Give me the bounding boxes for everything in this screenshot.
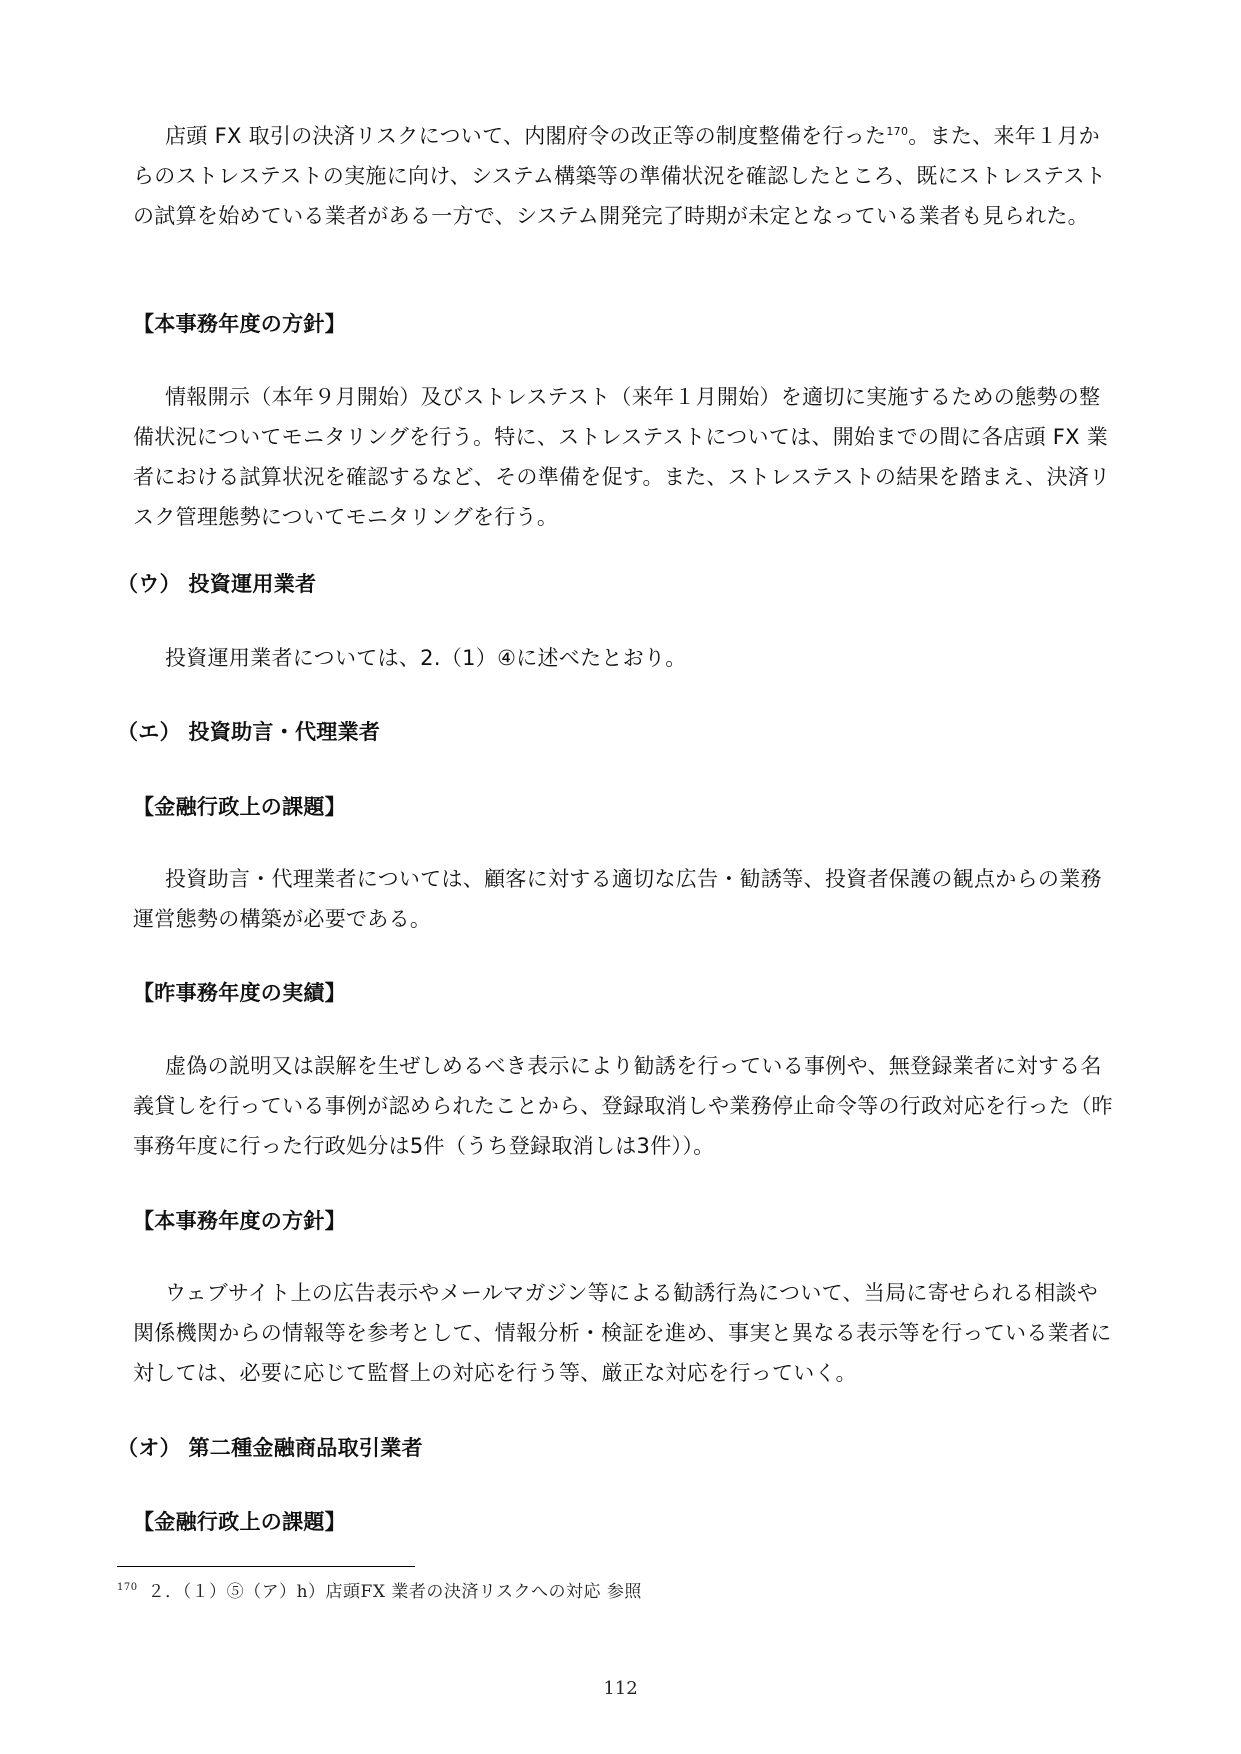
paragraph-fx-settlement-risk	[133, 116, 1118, 236]
heading-results-last-year: 【昨事務年度の実績】	[133, 981, 346, 1005]
footnote-text: ２．（１）⑤（ア）h）店頭FX 業者の決済リスクへの対応 参照	[147, 1582, 642, 1602]
footnote-number: 170	[117, 1582, 138, 1594]
paragraph-investment-management: 投資運用業者については、2.（1）④に述べたとおり。	[165, 646, 687, 670]
paragraph-advisory-issues: 投資助言・代理業者については、顧客に対する適切な広告・勧誘等、投資者保護の観点からの業務運営態勢の構築が必要である。	[133, 867, 1102, 931]
paragraph-policy-fx: 情報開示（本年９月開始）及びストレステスト（来年１月開始）を適切に実施するための態勢の整備状況についてモニタリングを行う。特に、ストレステストについては、開始までの間に各店頭 FX 業者における試算状況を確認するなど、その準備を促す。また、ストレステストの結果を踏まえ、決済リスク管理態勢についてモニタリングを行う。	[133, 385, 1111, 529]
heading-policy-this-year: 【本事務年度の方針】	[133, 312, 346, 336]
paragraph-text: 店頭 FX 取引の決済リスクについて、内閣府令の改正等の制度整備を行った	[165, 124, 887, 148]
section-heading-type2-fiba: （オ） 第二種金融商品取引業者	[117, 1436, 423, 1460]
heading-issues: 【金融行政上の課題】	[133, 795, 346, 819]
page-number: 112	[603, 1678, 638, 1699]
footnote-reference[interactable]: 170	[886, 125, 909, 138]
section-heading-investment-management: （ウ） 投資運用業者	[117, 572, 317, 596]
paragraph-text: 。また、来年１月からのストレステストの実施に向け、システム構築等の準備状況を確認したところ、既にストレステストの試算を始めている業者がある一方で、システム開発完了時期が未定となっている業者も見られた。	[133, 124, 1107, 228]
paragraph-advisory-policy: ウェブサイト上の広告表示やメールマガジン等による勧誘行為について、当局に寄せられる相談や関係機関からの情報等を参考として、情報分析・検証を進め、事実と異なる表示等を行っている業者に対しては、必要に応じて監督上の対応を行う等、厳正な対応を行っていく。	[133, 1281, 1112, 1385]
heading-issues: 【金融行政上の課題】	[133, 1510, 346, 1534]
section-heading-investment-advisory: （エ） 投資助言・代理業者	[117, 720, 381, 744]
footnote	[117, 1577, 642, 1602]
footnote-divider	[117, 1566, 415, 1567]
paragraph-advisory-results: 虚偽の説明又は誤解を生ぜしめるべき表示により勧誘を行っている事例や、無登録業者に対する名義貸しを行っている事例が認められたことから、登録取消しや業務停止命令等の行政対応を行った（昨事務年度に行った行政処分は5件（うち登録取消しは3件））。	[133, 1054, 1113, 1158]
heading-policy-this-year: 【本事務年度の方針】	[133, 1209, 346, 1233]
